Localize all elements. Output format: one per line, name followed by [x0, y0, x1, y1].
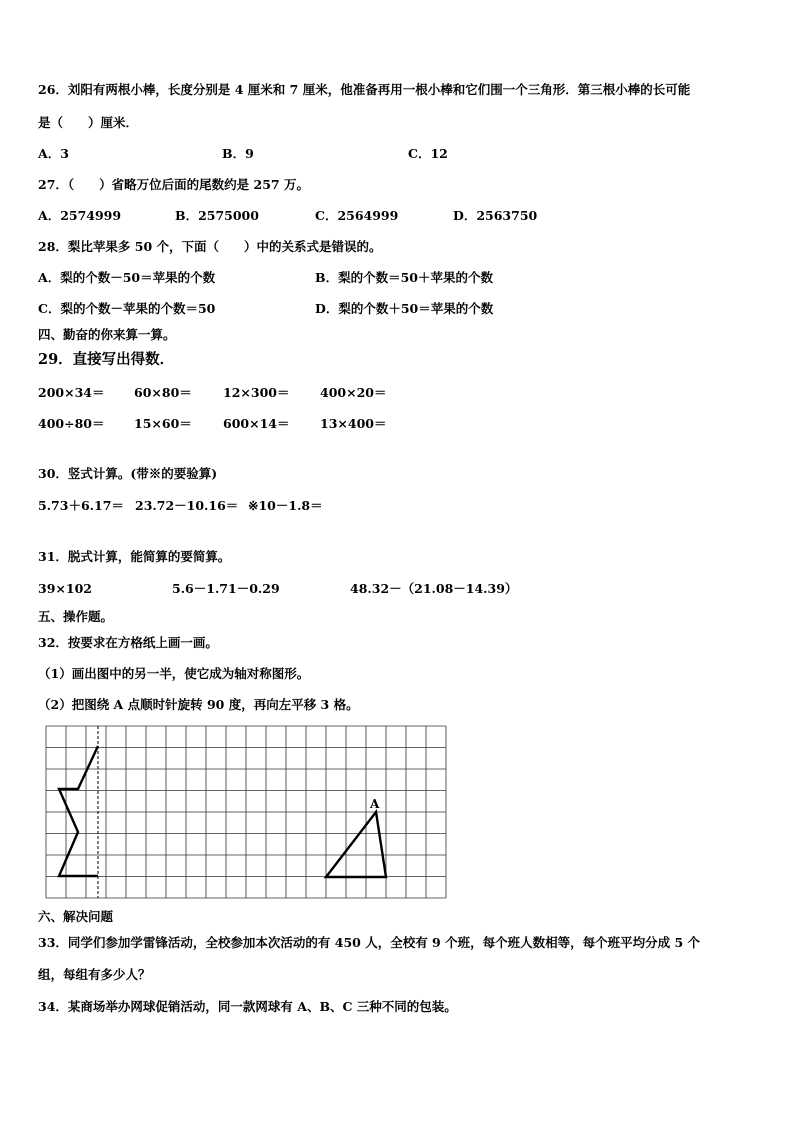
q26-option-c: C．12: [408, 146, 448, 161]
q29-item: 60×80＝: [134, 385, 192, 400]
q30-item: ※10－1.8＝: [248, 498, 323, 513]
q29-item: 400×20＝: [320, 385, 387, 400]
q27-option-c: C．2564999: [315, 208, 399, 223]
q28-option-c: C．梨的个数－苹果的个数＝50: [38, 301, 216, 316]
q26-stem-line1: 26．刘阳有两根小棒，长度分别是 4 厘米和 7 厘米，他准备再用一根小棒和它们围一个三角形．第三根小棒的长可能: [38, 82, 691, 97]
q29-item: 13×400＝: [320, 416, 387, 431]
q29-item: 600×14＝: [223, 416, 290, 431]
triangle-shape: [326, 812, 386, 877]
q30-item: 5.73＋6.17＝: [38, 498, 124, 513]
q30-title: 30．竖式计算。(带※的要验算): [38, 466, 218, 481]
q27-option-b: B．2575000: [175, 208, 259, 223]
q26-option-b: B．9: [222, 146, 254, 161]
q29-title: 29．直接写出得数．: [38, 351, 175, 368]
q34-stem: 34．某商场举办网球促销活动，同一款网球有 A、B、C 三种不同的包装。: [38, 999, 457, 1014]
q26-stem-line2: 是（ ）厘米．: [38, 115, 139, 130]
q29-item: 15×60＝: [134, 416, 192, 431]
q31-item: 5.6－1.71－0.29: [172, 581, 280, 596]
q28-stem: 28．梨比苹果多 50 个，下面（ ）中的关系式是错误的。: [38, 239, 382, 254]
q28-option-b: B．梨的个数＝50＋苹果的个数: [315, 270, 493, 285]
q29-item: 200×34＝: [38, 385, 105, 400]
q31-item: 39×102: [38, 581, 92, 596]
section-5-heading: 五、操作题。: [38, 609, 114, 624]
q26-option-a: A．3: [38, 146, 69, 161]
half-shape: [59, 746, 98, 876]
section-6-heading: 六、解决问题: [38, 909, 114, 924]
q28-option-d: D．梨的个数＋50＝苹果的个数: [315, 301, 494, 316]
point-a-label: A: [370, 797, 380, 811]
q31-item: 48.32－（21.08－14.39）: [350, 581, 518, 596]
section-4-heading: 四、勤奋的你来算一算。: [38, 327, 176, 342]
q33-stem-line1: 33．同学们参加学雷锋活动，全校参加本次活动的有 450 人，全校有 9 个班，每个班人数相等，每个班平均分成 5 个: [38, 935, 700, 950]
q29-item: 12×300＝: [223, 385, 290, 400]
q27-option-a: A．2574999: [38, 208, 122, 223]
q31-title: 31．脱式计算，能简算的要简算。: [38, 549, 231, 564]
q28-option-a: A．梨的个数－50＝苹果的个数: [38, 270, 216, 285]
q27-stem: 27．（ ）省略万位后面的尾数约是 257 万。: [38, 177, 309, 192]
q33-stem-line2: 组，每组有多少人？: [38, 967, 151, 982]
q29-item: 400÷80＝: [38, 416, 105, 431]
q27-option-d: D．2563750: [453, 208, 538, 223]
q32-title: 32．按要求在方格纸上画一画。: [38, 635, 218, 650]
q32-subquestion-2: （2）把图绕 A 点顺时针旋转 90 度，再向左平移 3 格。: [38, 697, 359, 712]
q32-subquestion-1: （1）画出图中的另一半，使它成为轴对称图形。: [38, 666, 310, 681]
q30-item: 23.72－10.16＝: [135, 498, 239, 513]
